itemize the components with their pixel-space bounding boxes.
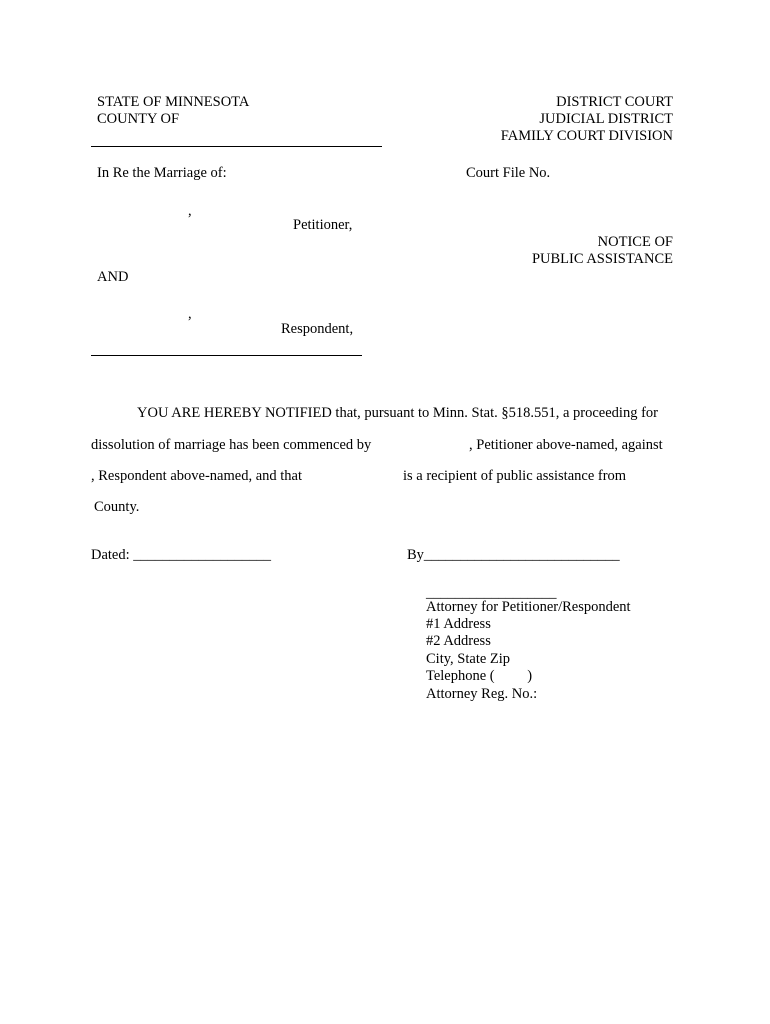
court-file-label: Court File No. xyxy=(466,165,551,181)
notice-line-3b: is a recipient of public assistance from xyxy=(403,468,627,484)
attorney-signature-line: __________________ xyxy=(426,585,557,601)
caption-underline xyxy=(91,355,362,356)
attorney-address-1: #1 Address xyxy=(426,616,491,632)
notice-line-2a: dissolution of marriage has been commenced by xyxy=(91,437,372,453)
and-label: AND xyxy=(97,269,129,285)
petitioner-label: Petitioner, xyxy=(293,217,353,233)
court-label: DISTRICT COURT xyxy=(556,94,673,110)
in-re-label: In Re the Marriage of: xyxy=(97,165,227,181)
district-label: JUDICIAL DISTRICT xyxy=(539,111,673,127)
dated-field: Dated: ___________________ xyxy=(91,547,272,563)
state-label: STATE OF MINNESOTA xyxy=(97,94,250,110)
county-label: COUNTY OF xyxy=(97,111,180,127)
attorney-reg-no: Attorney Reg. No.: xyxy=(426,686,538,702)
notice-line-2b: , Petitioner above-named, against xyxy=(469,437,663,453)
notice-line-4: County. xyxy=(94,499,140,515)
notice-line-3a: , Respondent above-named, and that xyxy=(91,468,302,484)
by-signature-field: By___________________________ xyxy=(407,547,620,563)
petitioner-name-comma: , xyxy=(188,203,192,219)
attorney-telephone: Telephone ( ) xyxy=(426,668,533,684)
notice-line-1: YOU ARE HEREBY NOTIFIED that, pursuant to Minn. Stat. §518.551, a proceeding for xyxy=(137,405,658,421)
respondent-name-comma: , xyxy=(188,306,192,322)
title-line2: PUBLIC ASSISTANCE xyxy=(531,251,673,267)
title-line1: NOTICE OF xyxy=(597,234,673,250)
attorney-city-state-zip: City, State Zip xyxy=(426,651,511,667)
division-label: FAMILY COURT DIVISION xyxy=(500,128,673,144)
respondent-label: Respondent, xyxy=(281,321,354,337)
county-underline xyxy=(91,146,382,147)
attorney-title: Attorney for Petitioner/Respondent xyxy=(426,599,631,615)
attorney-address-2: #2 Address xyxy=(426,633,491,649)
